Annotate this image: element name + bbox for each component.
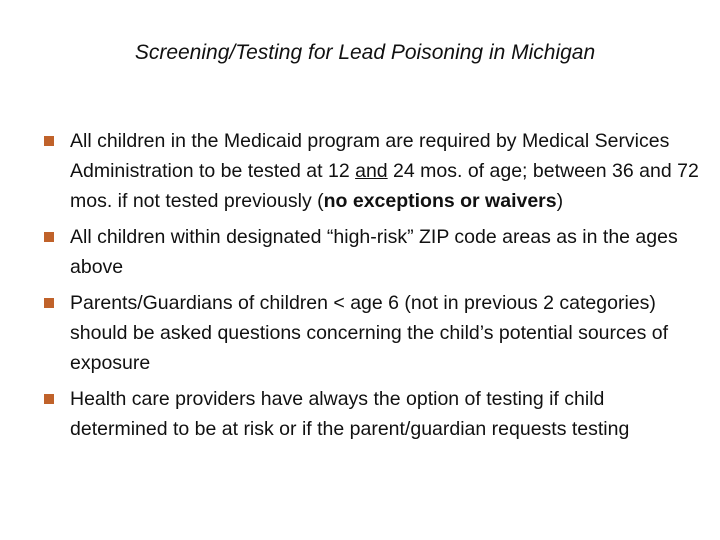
bullet-item-health-care-providers (44, 384, 704, 444)
square-bullet-icon (44, 232, 54, 242)
slide-title: Screening/Testing for Lead Poisoning in Michigan (134, 41, 596, 64)
bold-no-exceptions: no exceptions or waivers (323, 190, 557, 212)
square-bullet-icon (44, 136, 54, 146)
bullet-text: Parents/Guardians of children < age 6 (not in previous 2 categories) should be asked questions concerning the child’s potential sources of exposure (70, 292, 669, 374)
bullet-text-part: ) (556, 190, 564, 212)
bullet-list (44, 126, 704, 444)
bullet-item-parents-guardians (44, 288, 704, 378)
underlined-and: and (355, 160, 388, 182)
bullet-text-part: 24 mos. of age; between 36 and 72 mos. if not tested previously ( (70, 160, 699, 212)
bullet-text: Health care providers have always the option of testing if child determined to be at risk or if the parent/guardian requests testing (70, 388, 630, 440)
square-bullet-icon (44, 298, 54, 308)
square-bullet-icon (44, 394, 54, 404)
bullet-item-medicaid (44, 126, 704, 216)
bullet-item-high-risk-zip (44, 222, 704, 282)
bullet-text: All children within designated “high-risk” ZIP code areas as in the ages above (70, 226, 678, 278)
bullet-text-part: All children in the Medicaid program are required by Medical Services Administration to be tested at 12 (70, 130, 670, 182)
